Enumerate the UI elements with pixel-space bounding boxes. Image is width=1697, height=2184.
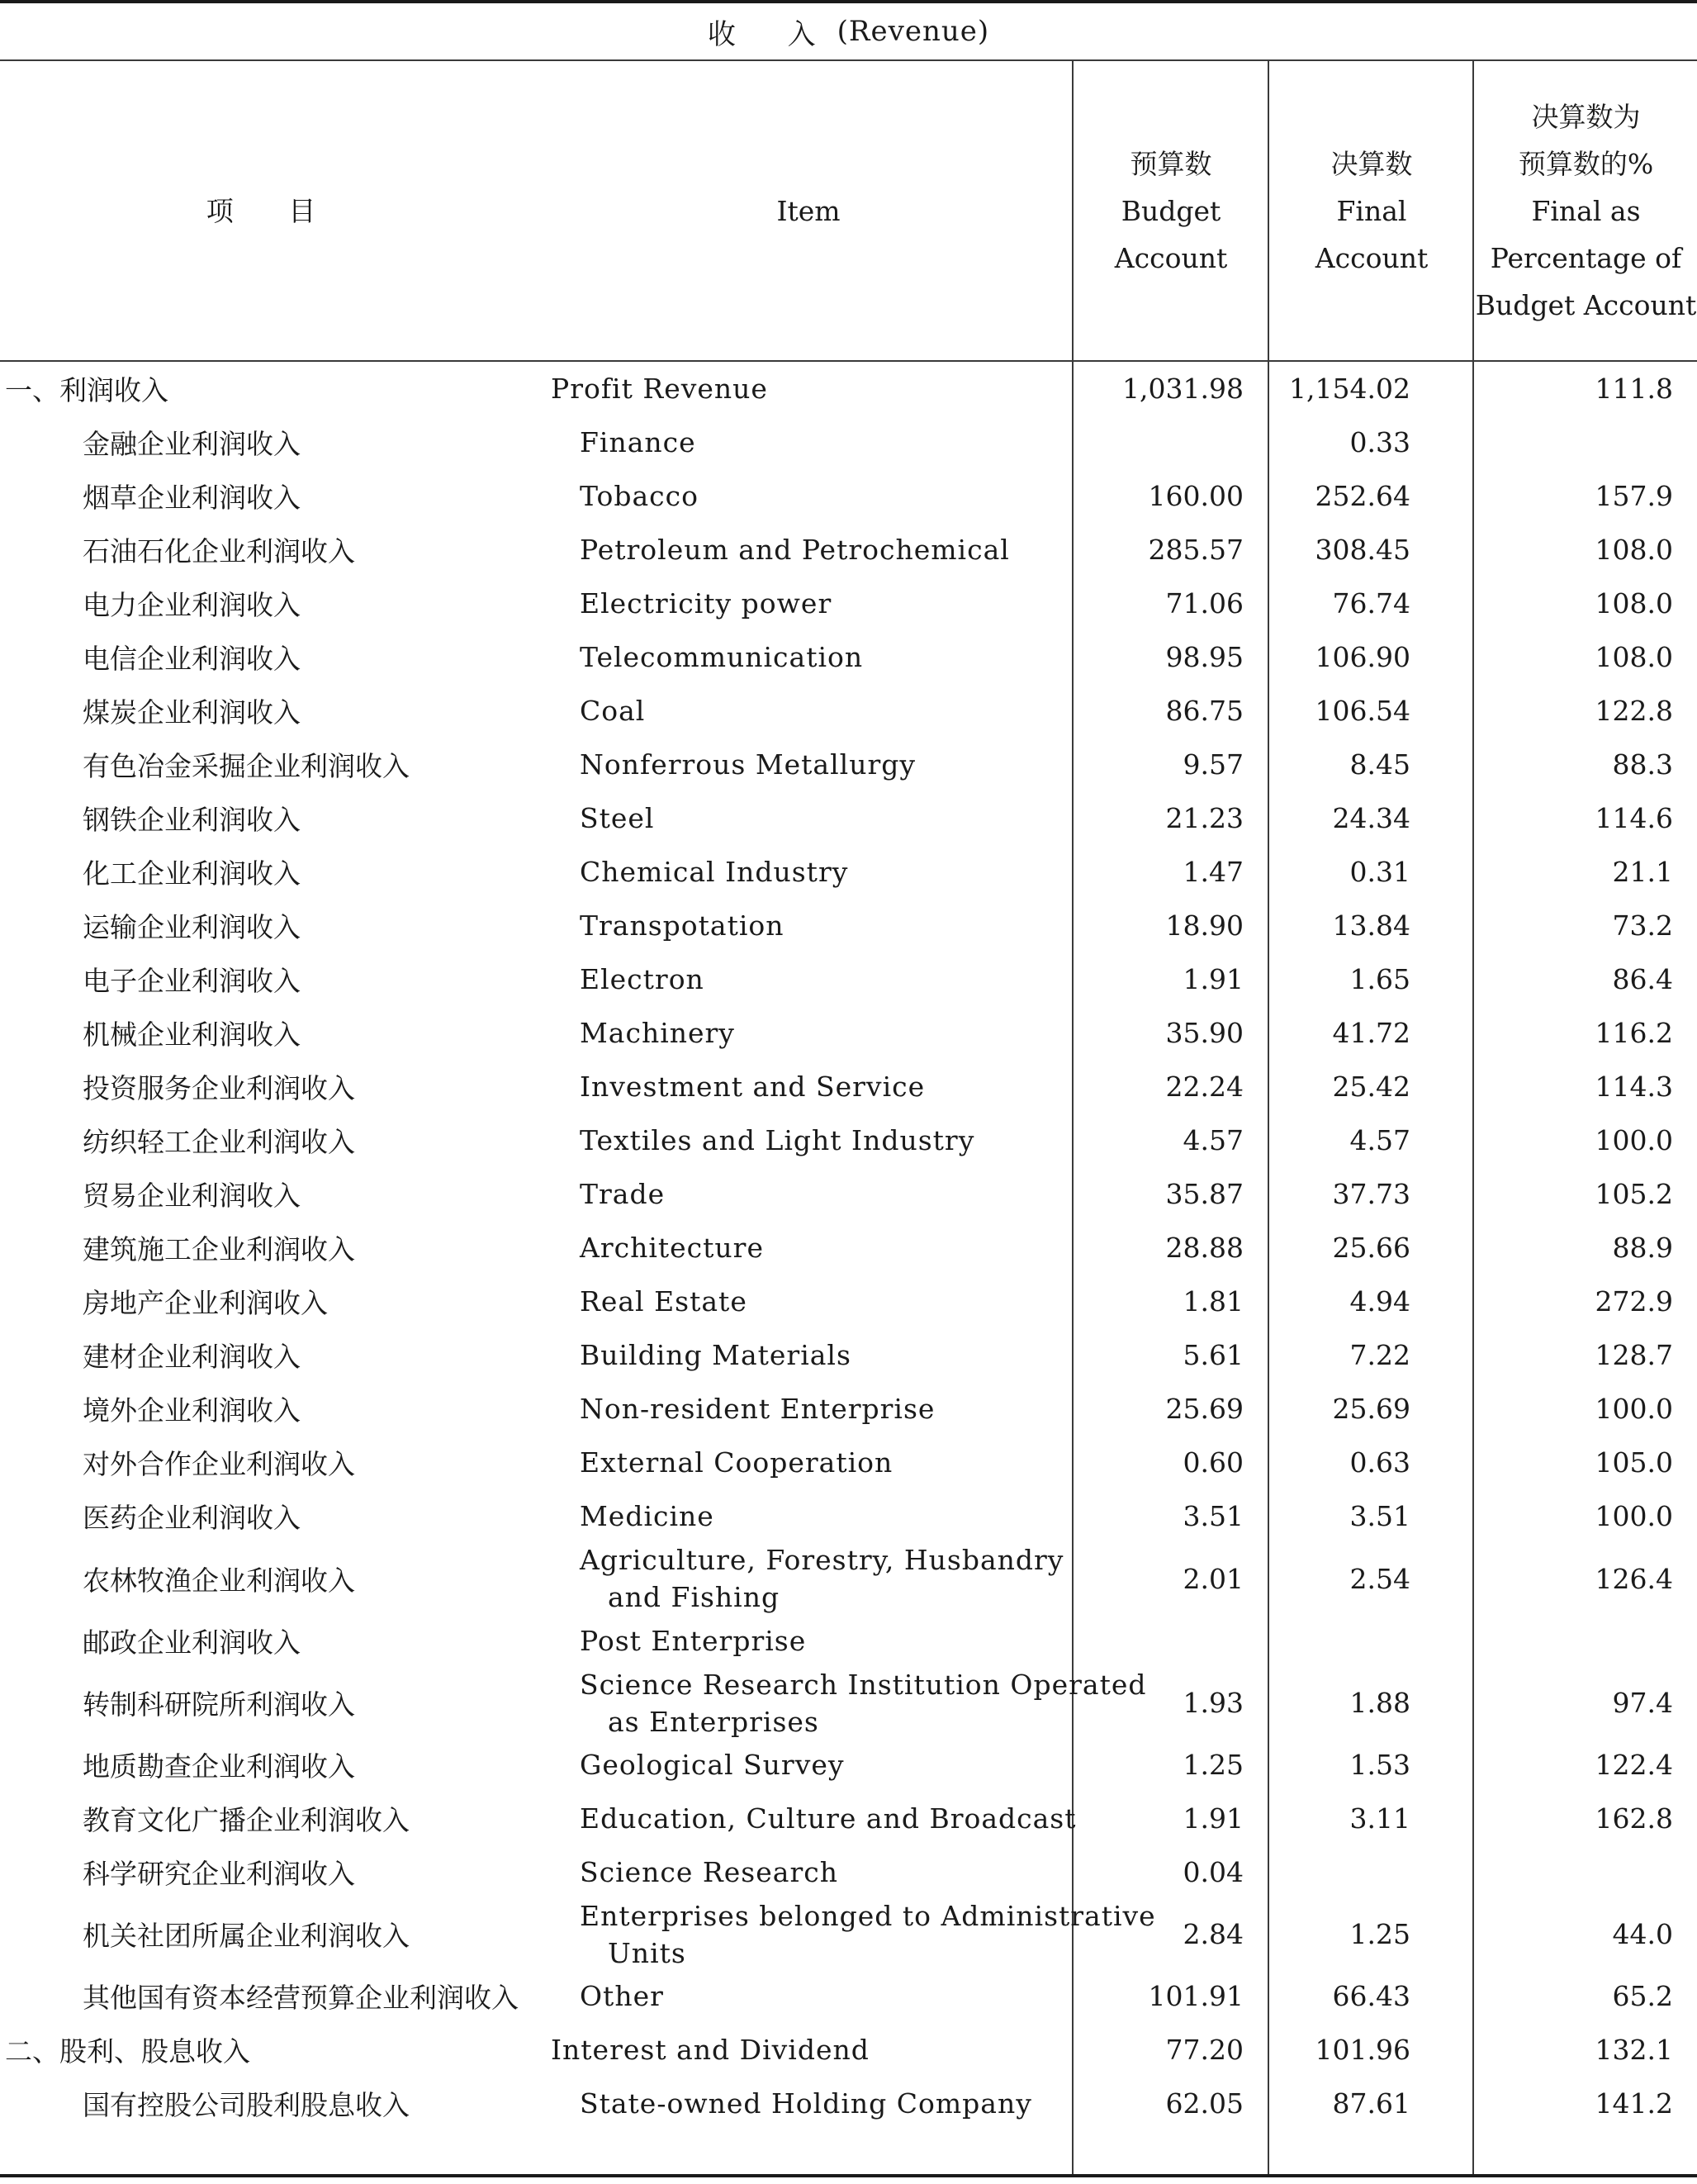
row-item-en-line: Units [608, 1936, 686, 1969]
table-row [0, 1899, 1697, 1969]
row-item-zh: 地质勘查企业利润收入 [83, 1750, 355, 1783]
header-final [1270, 61, 1473, 360]
row-item-en: Medicine [580, 1500, 714, 1532]
row-final-value: 0.31 [1349, 856, 1410, 888]
table-row [0, 791, 1697, 845]
header-item-en-label: Item [776, 194, 841, 227]
table-row [0, 1221, 1697, 1275]
row-item-en-line: Agriculture, Forestry, Husbandry [580, 1544, 1064, 1576]
row-final-value: 25.66 [1332, 1232, 1410, 1264]
row-budget-value: 2.84 [1183, 1918, 1244, 1950]
row-final-value [1270, 1845, 1410, 1899]
table-row [0, 2077, 1697, 2130]
row-final-value: 0.33 [1349, 426, 1410, 458]
row-item-zh: 投资服务企业利润收入 [83, 1072, 355, 1104]
row-item-en: Building Materials [580, 1339, 851, 1371]
row-pct-value: 65.2 [1612, 1980, 1673, 2012]
row-item-zh: 钢铁企业利润收入 [83, 804, 301, 836]
table-row [0, 1113, 1697, 1167]
row-item-zh: 房地产企业利润收入 [83, 1287, 328, 1319]
row-pct-value: 44.0 [1612, 1918, 1673, 1950]
row-final-value: 0.63 [1349, 1446, 1410, 1479]
row-item-zh: 贸易企业利润收入 [83, 1180, 301, 1212]
header-budget-line: Account [1114, 241, 1228, 274]
row-item-en [580, 1543, 1064, 1614]
row-pct-value: 114.3 [1595, 1071, 1673, 1103]
row-final-value: 41.72 [1332, 1017, 1410, 1049]
row-pct-value: 100.0 [1595, 1393, 1673, 1425]
table-header [0, 61, 1697, 360]
table-row [0, 1543, 1697, 1614]
row-item-zh: 电信企业利润收入 [83, 643, 301, 675]
row-budget-value: 1.25 [1183, 1749, 1244, 1781]
row-budget-value: 1,031.98 [1122, 373, 1244, 405]
row-item-zh: 石油石化企业利润收入 [83, 535, 355, 567]
table-row [0, 1738, 1697, 1792]
row-item-zh: 境外企业利润收入 [83, 1394, 301, 1427]
row-budget-value: 71.06 [1165, 587, 1244, 620]
header-budget-line: 预算数 [1130, 147, 1212, 180]
row-budget-value: 22.24 [1165, 1071, 1244, 1103]
row-pct-value: 122.4 [1595, 1749, 1673, 1781]
row-item-en: Electron [580, 963, 704, 995]
row-item-zh: 纺织轻工企业利润收入 [83, 1126, 355, 1158]
row-pct-value: 116.2 [1595, 1017, 1673, 1049]
row-final-value [1270, 1614, 1410, 1668]
row-item-zh: 二、股利、股息收入 [5, 2035, 250, 2068]
row-final-value: 4.94 [1349, 1285, 1410, 1318]
row-item-zh: 机关社团所属企业利润收入 [83, 1920, 410, 1952]
row-item-en: Profit Revenue [551, 373, 768, 405]
row-pct-value [1475, 1614, 1673, 1668]
row-final-value: 3.11 [1349, 1802, 1410, 1835]
row-budget-value: 9.57 [1183, 748, 1244, 781]
row-item-zh: 建材企业利润收入 [83, 1341, 301, 1373]
row-budget-value: 1.91 [1183, 963, 1244, 995]
row-item-en: Geological Survey [580, 1749, 845, 1781]
row-pct-value: 108.0 [1595, 587, 1673, 620]
header-final-line: Account [1315, 241, 1429, 274]
row-pct-value: 157.9 [1595, 480, 1673, 512]
row-budget-value: 0.04 [1183, 1856, 1244, 1888]
table-row [0, 738, 1697, 791]
row-item-zh: 转制科研院所利润收入 [83, 1688, 355, 1721]
header-final-line: 决算数 [1330, 147, 1413, 180]
row-item-zh: 运输企业利润收入 [83, 911, 301, 943]
row-item-zh: 烟草企业利润收入 [83, 482, 301, 514]
row-pct-value: 100.0 [1595, 1500, 1673, 1532]
row-final-value: 1.53 [1349, 1749, 1410, 1781]
row-item-en: Petroleum and Petrochemical [580, 534, 1010, 566]
row-budget-value: 1.81 [1183, 1285, 1244, 1318]
row-pct-value: 100.0 [1595, 1124, 1673, 1156]
table-row [0, 899, 1697, 952]
header-pct-line: 预算数的% [1518, 147, 1654, 180]
section-title-zh: 收 入 [707, 17, 837, 51]
row-pct-value: 105.2 [1595, 1178, 1673, 1210]
row-pct-value: 126.4 [1595, 1562, 1673, 1595]
row-item-en: Non-resident Enterprise [580, 1393, 936, 1425]
row-final-value: 76.74 [1332, 587, 1410, 620]
table-row [0, 1167, 1697, 1221]
row-final-value: 37.73 [1332, 1178, 1410, 1210]
row-item-en: Other [580, 1980, 664, 2012]
row-item-zh: 对外合作企业利润收入 [83, 1448, 355, 1480]
row-budget-value: 86.75 [1165, 695, 1244, 727]
row-final-value: 13.84 [1332, 909, 1410, 942]
row-item-en: Finance [580, 426, 696, 458]
row-item-en: Tobacco [580, 480, 699, 512]
row-item-en: Telecommunication [580, 641, 864, 673]
table-row [0, 577, 1697, 630]
row-item-en: State-owned Holding Company [580, 2087, 1032, 2120]
row-final-value: 8.45 [1349, 748, 1410, 781]
row-pct-value: 73.2 [1612, 909, 1673, 942]
row-item-en: Chemical Industry [580, 856, 849, 888]
table-row [0, 684, 1697, 738]
row-final-value: 1,154.02 [1289, 373, 1410, 405]
row-budget-value: 0.60 [1183, 1446, 1244, 1479]
row-pct-value [1475, 1845, 1673, 1899]
row-budget-value [1074, 1614, 1244, 1668]
row-budget-value: 3.51 [1183, 1500, 1244, 1532]
table-row [0, 469, 1697, 523]
row-item-en: Steel [580, 802, 655, 834]
section-title-en: (Revenue) [837, 15, 990, 48]
row-final-value: 2.54 [1349, 1562, 1410, 1595]
table-row [0, 2023, 1697, 2077]
row-item-en: Investment and Service [580, 1071, 926, 1103]
row-item-en: Science Research [580, 1856, 838, 1888]
row-budget-value: 98.95 [1165, 641, 1244, 673]
row-budget-value: 35.87 [1165, 1178, 1244, 1210]
row-budget-value: 285.57 [1148, 534, 1244, 566]
row-item-en [580, 1899, 1156, 1969]
row-item-en-line: Enterprises belonged to Administrative [580, 1899, 1156, 1932]
row-final-value: 4.57 [1349, 1124, 1410, 1156]
row-final-value: 25.42 [1332, 1071, 1410, 1103]
row-pct-value: 108.0 [1595, 641, 1673, 673]
row-pct-value: 111.8 [1595, 373, 1673, 405]
table-row [0, 1328, 1697, 1382]
header-item-en [545, 61, 1072, 360]
row-pct-value: 108.0 [1595, 534, 1673, 566]
row-budget-value: 5.61 [1183, 1339, 1244, 1371]
header-pct-line: Percentage of [1490, 241, 1682, 274]
table-row [0, 630, 1697, 684]
row-budget-value: 1.91 [1183, 1802, 1244, 1835]
row-item-zh: 电力企业利润收入 [83, 589, 301, 621]
table-row [0, 845, 1697, 899]
row-item-en: Real Estate [580, 1285, 747, 1318]
row-pct-value: 141.2 [1595, 2087, 1673, 2120]
row-budget-value [1074, 415, 1244, 469]
table-row [0, 952, 1697, 1006]
row-item-zh: 教育文化广播企业利润收入 [83, 1804, 410, 1836]
header-budget-line: Budget [1121, 194, 1221, 227]
row-final-value: 106.54 [1315, 695, 1410, 727]
row-final-value: 308.45 [1315, 534, 1410, 566]
row-item-zh: 煤炭企业利润收入 [83, 696, 301, 729]
row-item-en: Coal [580, 695, 646, 727]
row-final-value: 87.61 [1332, 2087, 1410, 2120]
row-item-zh: 邮政企业利润收入 [83, 1626, 301, 1659]
table-row [0, 1614, 1697, 1668]
row-item-zh: 机械企业利润收入 [83, 1018, 301, 1051]
row-budget-value: 25.69 [1165, 1393, 1244, 1425]
row-item-en-line: and Fishing [608, 1581, 780, 1613]
row-final-value: 1.88 [1349, 1687, 1410, 1719]
row-item-zh: 其他国有资本经营预算企业利润收入 [83, 1982, 519, 2014]
table-body [0, 362, 1697, 2130]
row-budget-value: 35.90 [1165, 1017, 1244, 1049]
row-pct-value: 97.4 [1612, 1687, 1673, 1719]
header-pct-line: Final as [1531, 194, 1641, 227]
row-final-value: 106.90 [1315, 641, 1410, 673]
row-item-zh: 国有控股公司股利股息收入 [83, 2089, 410, 2121]
table-row [0, 1969, 1697, 2023]
row-item-zh: 金融企业利润收入 [83, 428, 301, 460]
row-budget-value: 1.47 [1183, 856, 1244, 888]
row-final-value: 101.96 [1315, 2034, 1410, 2066]
row-item-en: Architecture [580, 1232, 764, 1264]
table-row [0, 1006, 1697, 1060]
row-item-zh: 科学研究企业利润收入 [83, 1858, 355, 1890]
header-budget [1074, 61, 1268, 360]
row-item-zh: 一、利润收入 [5, 374, 168, 406]
row-item-en: Trade [580, 1178, 666, 1210]
row-item-zh: 电子企业利润收入 [83, 965, 301, 997]
row-pct-value: 122.8 [1595, 695, 1673, 727]
row-final-value: 66.43 [1332, 1980, 1410, 2012]
row-item-en-line: Science Research Institution Operated [580, 1668, 1147, 1701]
row-pct-value: 132.1 [1595, 2034, 1673, 2066]
table-row [0, 1060, 1697, 1113]
row-final-value: 7.22 [1349, 1339, 1410, 1371]
header-percentage [1475, 61, 1697, 360]
row-item-en: Machinery [580, 1017, 735, 1049]
table-row [0, 523, 1697, 577]
row-item-en: Interest and Dividend [551, 2034, 870, 2066]
row-item-en: Nonferrous Metallurgy [580, 748, 916, 781]
row-item-en: Education, Culture and Broadcast [580, 1802, 1077, 1835]
table-row [0, 1668, 1697, 1738]
row-item-en: Electricity power [580, 587, 832, 620]
row-final-value: 252.64 [1315, 480, 1410, 512]
row-pct-value: 128.7 [1595, 1339, 1673, 1371]
row-item-zh: 建筑施工企业利润收入 [83, 1233, 355, 1265]
row-pct-value: 114.6 [1595, 802, 1673, 834]
row-budget-value: 21.23 [1165, 802, 1244, 834]
row-budget-value: 160.00 [1148, 480, 1244, 512]
header-pct-line: 决算数为 [1531, 100, 1641, 133]
row-final-value: 25.69 [1332, 1393, 1410, 1425]
row-pct-value: 162.8 [1595, 1802, 1673, 1835]
row-item-en: External Cooperation [580, 1446, 894, 1479]
row-budget-value: 2.01 [1183, 1562, 1244, 1595]
header-final-line: Final [1336, 194, 1407, 227]
row-item-en: Textiles and Light Industry [580, 1124, 975, 1156]
table-row [0, 1382, 1697, 1436]
table-row [0, 1275, 1697, 1328]
table-row [0, 1436, 1697, 1489]
table-row [0, 415, 1697, 469]
bottom-rule [0, 2174, 1697, 2177]
table-row [0, 1792, 1697, 1845]
header-item-zh-label: 项 目 [206, 194, 339, 227]
row-budget-value: 1.93 [1183, 1687, 1244, 1719]
row-final-value: 3.51 [1349, 1500, 1410, 1532]
header-item-zh [0, 61, 545, 360]
row-final-value: 1.65 [1349, 963, 1410, 995]
row-final-value: 1.25 [1349, 1918, 1410, 1950]
row-item-en-line: as Enterprises [608, 1705, 819, 1738]
row-pct-value: 105.0 [1595, 1446, 1673, 1479]
table-row [0, 1489, 1697, 1543]
row-item-en [580, 1668, 1147, 1738]
row-pct-value [1475, 415, 1673, 469]
table-row [0, 362, 1697, 415]
row-item-en: Transpotation [580, 909, 785, 942]
row-item-en: Post Enterprise [580, 1625, 807, 1657]
row-pct-value: 21.1 [1612, 856, 1673, 888]
table-row [0, 1845, 1697, 1899]
row-item-zh: 化工企业利润收入 [83, 857, 301, 890]
row-budget-value: 18.90 [1165, 909, 1244, 942]
header-pct-line: Budget Account [1475, 288, 1697, 321]
section-title [0, 3, 1697, 59]
row-pct-value: 272.9 [1595, 1285, 1673, 1318]
row-budget-value: 101.91 [1148, 1980, 1244, 2012]
row-budget-value: 77.20 [1165, 2034, 1244, 2066]
row-item-zh: 有色冶金采掘企业利润收入 [83, 750, 410, 782]
row-pct-value: 88.3 [1612, 748, 1673, 781]
row-pct-value: 88.9 [1612, 1232, 1673, 1264]
row-pct-value: 86.4 [1612, 963, 1673, 995]
row-final-value: 24.34 [1332, 802, 1410, 834]
row-budget-value: 62.05 [1165, 2087, 1244, 2120]
row-item-zh: 农林牧渔企业利润收入 [83, 1564, 355, 1597]
row-budget-value: 28.88 [1165, 1232, 1244, 1264]
row-budget-value: 4.57 [1183, 1124, 1244, 1156]
row-item-zh: 医药企业利润收入 [83, 1502, 301, 1534]
